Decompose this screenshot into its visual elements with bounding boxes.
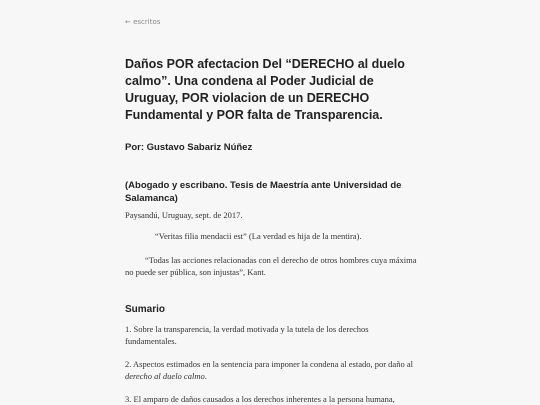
summary-item-2-emphasis: derecho al duelo calmo xyxy=(125,371,205,381)
summary-heading: Sumario xyxy=(125,304,166,315)
epigraph-quote-1: “Veritas filia mendacii est” (La verdad es hija de la mentira). xyxy=(155,231,362,241)
summary-item-2-end: . xyxy=(204,371,207,381)
article-title: Daños POR afectacion Del “DERECHO al duelo calmo”. Una condena al Poder Judicial de Uruguay, POR violacion de un DERECHO Fundamental y POR falta de Transparencia. xyxy=(125,57,405,122)
summary-item-2 xyxy=(125,358,420,382)
epigraph-quote-2: “Todas las acciones relacionadas con el derecho de otros hombres cuya máxima no puede ser pública, son injustas”, Kant. xyxy=(125,255,417,277)
summary-item-3: 3. El amparo de daños causados a los derechos inherentes a la persona humana, xyxy=(125,394,395,404)
place-date: Paysandú, Uruguay, sept. de 2017. xyxy=(125,210,243,220)
back-link[interactable]: ← escritos xyxy=(125,18,161,26)
article-author: Por: Gustavo Sabariz Núñez xyxy=(125,142,253,153)
summary-item-2-text: 2. Aspectos estimados en la sentencia para imponer la condena al estado, por daño al xyxy=(125,359,413,369)
summary-item-1: 1. Sobre la transparencia, la verdad motivada y la tutela de los derechos fundamentales. xyxy=(125,324,369,346)
author-affiliation: (Abogado y escribano. Tesis de Maestría ante Universidad de Salamanca) xyxy=(125,180,402,204)
